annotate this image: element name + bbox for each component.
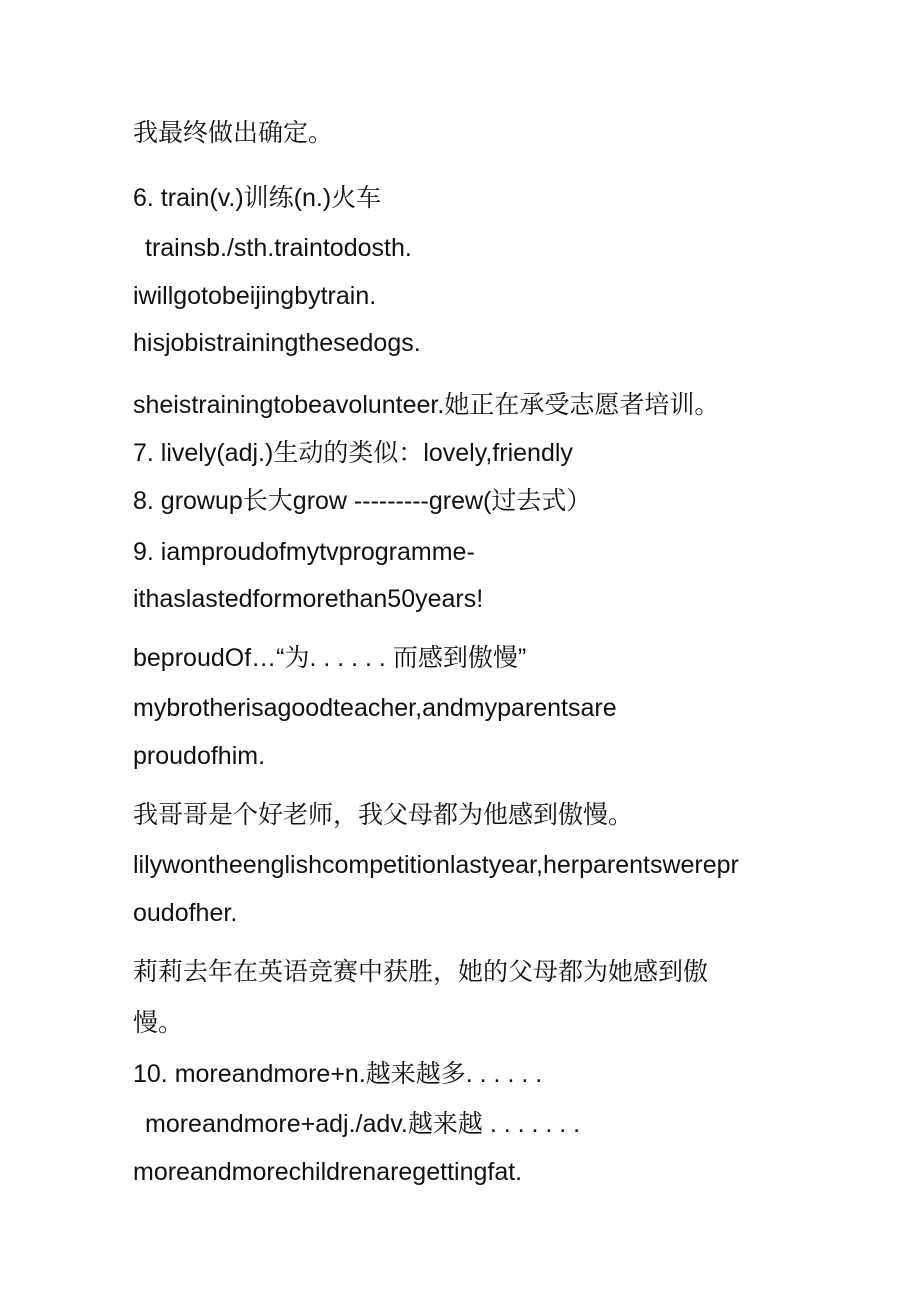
text-line: 我哥哥是个好老师，我父母都为他感到傲慢。 (133, 801, 634, 829)
text-line: 慢。 (133, 1009, 184, 1037)
text-line: hisjobistrainingthesedogs. (133, 329, 421, 357)
text-line: 10. moreandmore+n.越来越多. . . . . . (133, 1060, 543, 1088)
text-line: trainsb./sth.traintodosth. (145, 234, 412, 262)
text-line: iwillgotobeijingbytrain. (133, 282, 377, 310)
text-line: ithaslastedformorethan50years! (133, 585, 484, 613)
text-line: sheistrainingtobeavolunteer.她正在承受志愿者培训。 (133, 391, 720, 419)
text-line: beproudOf…“为. . . . . . 而感到傲慢” (133, 644, 527, 672)
text-line: moreandmorechildrenaregettingfat. (133, 1158, 523, 1186)
text-line: 8. growup长大grow ---------grew(过去式） (133, 487, 592, 515)
text-line: 9. iamproudofmytvprogramme- (133, 538, 475, 566)
text-line: proudofhim. (133, 742, 266, 770)
text-line: oudofher. (133, 899, 238, 927)
text-line: mybrotherisagoodteacher,andmyparentsare (133, 694, 617, 722)
text-line: 莉莉去年在英语竞赛中获胜，她的父母都为她感到傲 (133, 958, 709, 986)
text-line: lilywontheenglishcompetitionlastyear,herparentswerepr (133, 851, 739, 879)
text-line: 我最终做出确定。 (133, 119, 334, 147)
text-line: moreandmore+adj./adv.越来越 . . . . . . . (145, 1110, 581, 1138)
text-line: 6. train(v.)训练(n.)火车 (133, 184, 382, 212)
text-line: 7. lively(adj.)生动的类似：lovely,friendly (133, 439, 573, 467)
